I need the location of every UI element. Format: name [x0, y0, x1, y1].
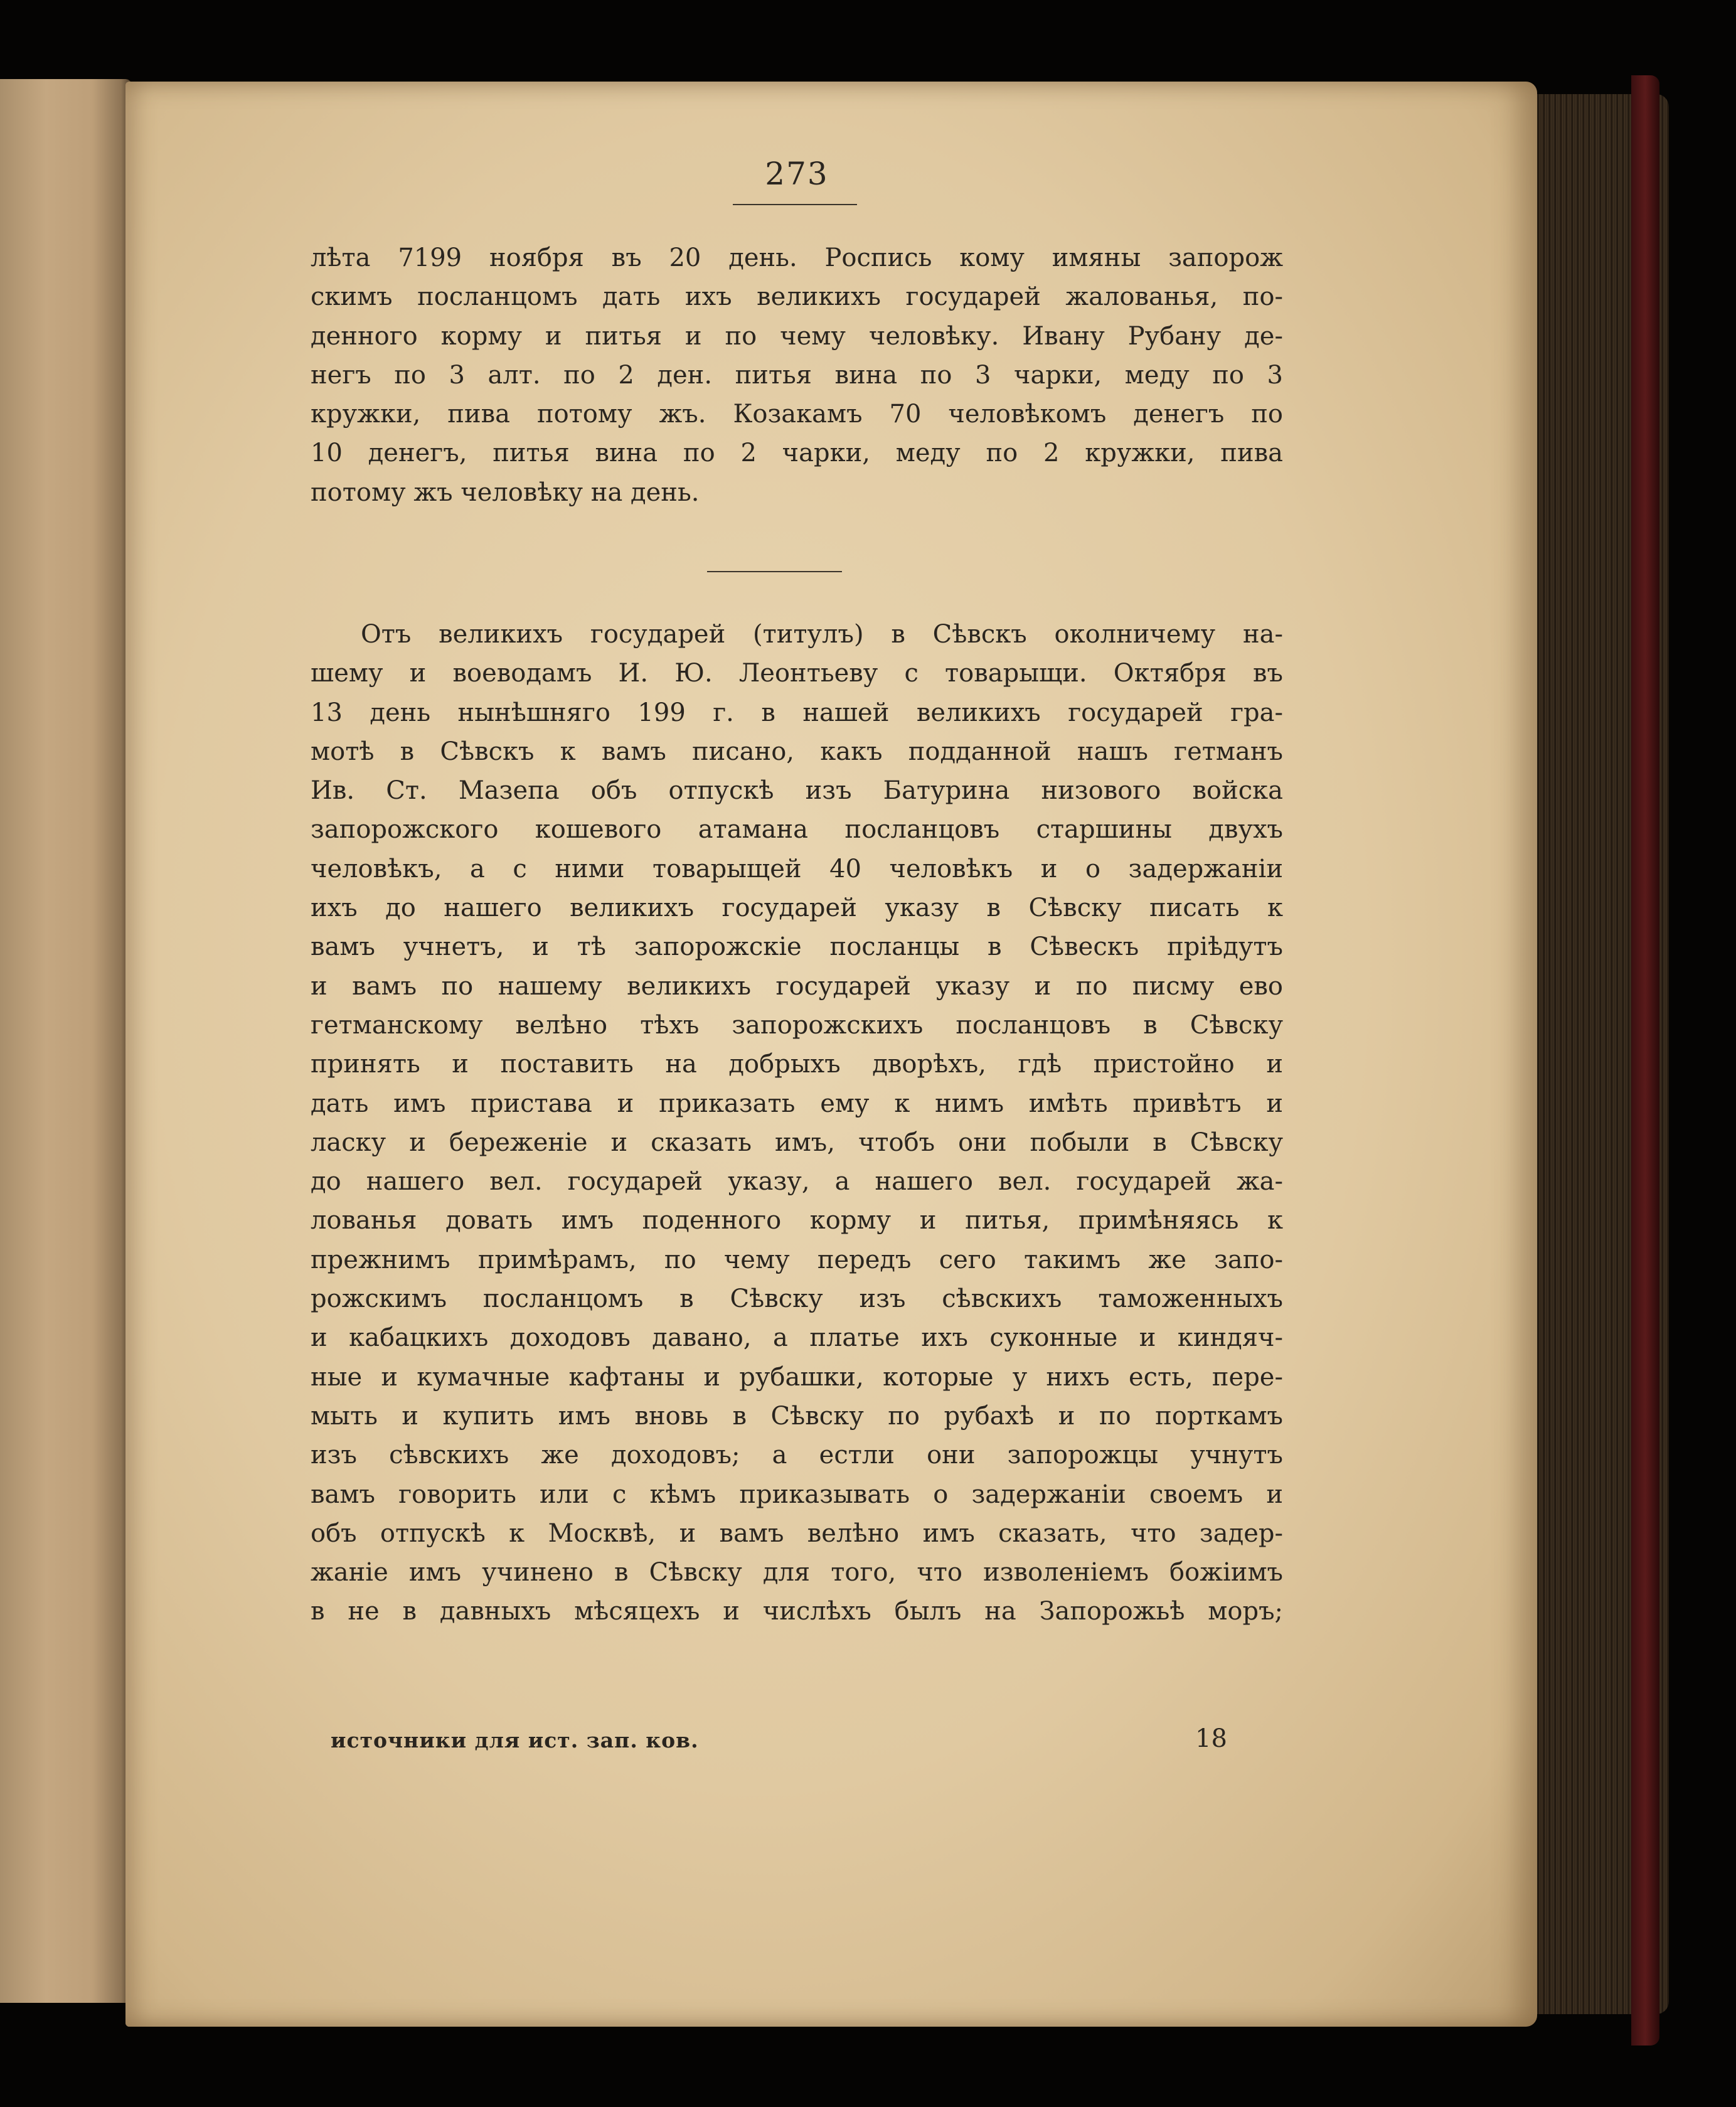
paragraph-2: [311, 615, 1283, 1631]
text-line: запорожского кошевого атамана посланцовъ старшины двухъ: [311, 815, 1283, 845]
text-line: скимъ посланцомъ дать ихъ великихъ государей жалованья, по-: [311, 282, 1283, 312]
text-line: и вамъ по нашему великихъ государей указу и по писму ево: [311, 971, 1283, 1001]
text-line: денного корму и питья и по чему человѣку. Ивану Рубану де-: [311, 321, 1283, 351]
text-line: ихъ до нашего великихъ государей указу в Сѣвску писать к: [311, 893, 1283, 923]
text-line: шему и воеводамъ И. Ю. Леонтьеву с товарыщи. Октября въ: [311, 659, 1283, 688]
text-line: кружки, пива потому жъ. Козакамъ 70 человѣкомъ денегъ по: [311, 400, 1283, 429]
text-line: и кабацкихъ доходовъ давано, а платье ихъ суконные и киндяч-: [311, 1323, 1283, 1353]
text-line: негъ по 3 алт. по 2 ден. питья вина по 3 чарки, меду по 3: [311, 360, 1283, 390]
section-separator: [707, 571, 842, 572]
text-line: ные и кумачные кафтаны и рубашки, которые у нихъ есть, пере-: [311, 1362, 1283, 1392]
text-line: 10 денегъ, питья вина по 2 чарки, меду по 2 кружки, пива: [311, 439, 1283, 468]
text-line: мыть и купить имъ вновь в Сѣвску по рубахѣ и по порткамъ: [311, 1401, 1283, 1431]
text-line: рожскимъ посланцомъ в Сѣвску изъ сѣвскихъ таможенныхъ: [311, 1284, 1283, 1314]
text-line: мотѣ в Сѣвскъ к вамъ писано, какъ подданной нашъ гетманъ: [311, 737, 1283, 766]
text-line: гетманскому велѣно тѣхъ запорожскихъ посланцовъ в Сѣвску: [311, 1010, 1283, 1040]
text-line: дать имъ пристава и приказать ему к нимъ имѣть привѣтъ и: [311, 1089, 1283, 1118]
text-line: вамъ говорить или с кѣмъ приказывать о задержаніи своемъ и: [311, 1480, 1283, 1509]
printer-signature: источники для ист. зап. ков.: [331, 1728, 699, 1752]
text-line: прежнимъ примѣрамъ, по чему передъ сего такимъ же запо-: [311, 1245, 1283, 1274]
sheet-number: 18: [1195, 1724, 1227, 1753]
text-line: изъ сѣвскихъ же доходовъ; а естли они запорожцы учнутъ: [311, 1441, 1283, 1470]
text-line: принять и поставить на добрыхъ дворѣхъ, гдѣ пристойно и: [311, 1050, 1283, 1079]
text-line: жаніе имъ учинено в Сѣвску для того, что изволеніемъ божіимъ: [311, 1558, 1283, 1587]
text-line: вамъ учнетъ, и тѣ запорожскіе посланцы в Сѣвескъ пріѣдутъ: [311, 932, 1283, 962]
previous-page-edge: [0, 79, 132, 2003]
text-line: 13 день нынѣшняго 199 г. в нашей великихъ государей гра-: [311, 698, 1283, 727]
text-line: лованья довать имъ поденного корму и питья, примѣняясь к: [311, 1206, 1283, 1235]
text-line: человѣкъ, а с ними товарыщей 40 человѣкъ и о задержаніи: [311, 854, 1283, 883]
text-line: Ив. Ст. Мазепа объ отпускѣ изъ Батурина низового войска: [311, 776, 1283, 806]
paragraph-1: [311, 238, 1283, 512]
book-cover-edge: [1631, 75, 1659, 2046]
page-number: 273: [765, 156, 829, 192]
text-line: в не в давныхъ мѣсяцехъ и числѣхъ былъ на Запорожьѣ моръ;: [311, 1597, 1283, 1626]
text-line: ласку и береженіе и сказать имъ, чтобъ они побыли в Сѣвску: [311, 1128, 1283, 1157]
header-rule: [733, 204, 857, 205]
text-line: объ отпускѣ к Москвѣ, и вамъ велѣно имъ сказать, что задер-: [311, 1518, 1283, 1548]
text-line: потому жъ человѣку на день.: [311, 477, 700, 507]
text-line: Отъ великихъ государей (титулъ) в Сѣвскъ околничему на-: [361, 620, 1283, 649]
text-line: лѣта 7199 ноября въ 20 день. Роспись кому имяны запорож: [311, 243, 1283, 272]
text-line: до нашего вел. государей указу, а нашего вел. государей жа-: [311, 1167, 1283, 1197]
